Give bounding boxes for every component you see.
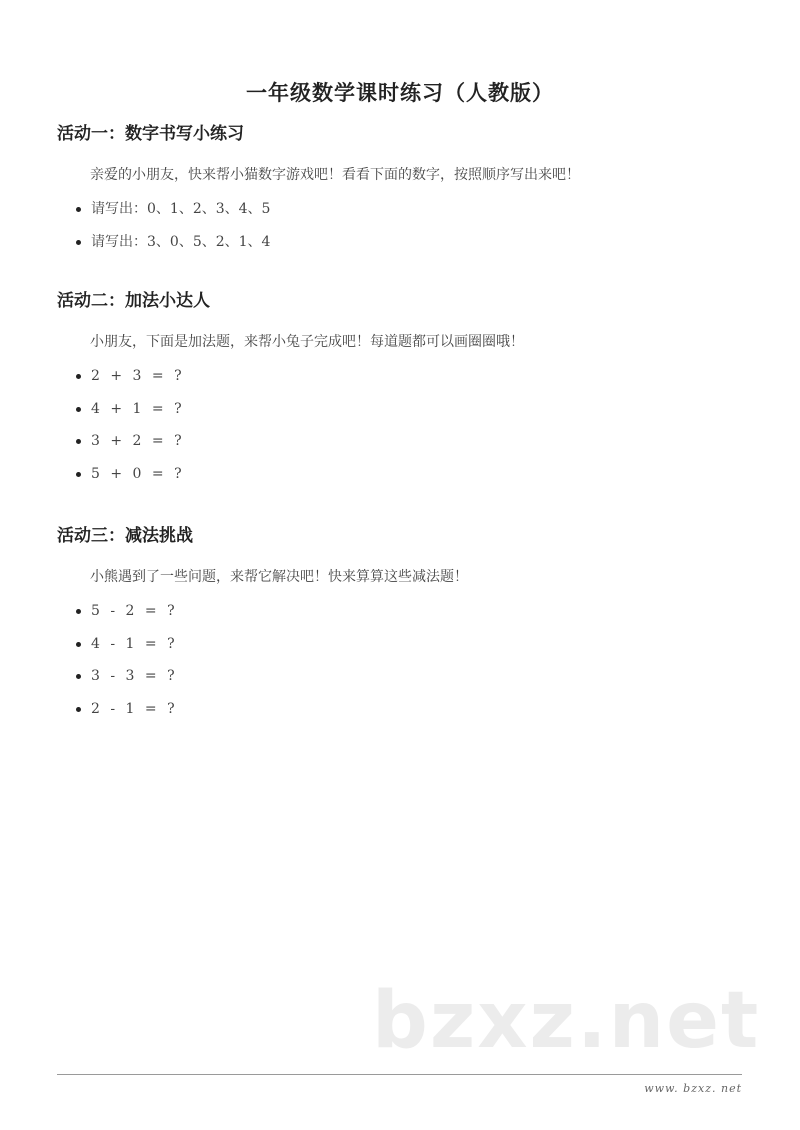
section-intro: 小朋友，下面是加法题，来帮小兔子完成吧！每道题都可以画圈圈哦！ xyxy=(90,334,524,350)
bullet-icon xyxy=(76,374,81,379)
bullet-icon xyxy=(76,472,81,477)
exercise-text: 2 + 3 = ? xyxy=(91,368,184,384)
list-item xyxy=(57,464,747,484)
footer-url: www. bzxz. net xyxy=(644,1082,742,1095)
exercise-text: 5 + 0 = ? xyxy=(91,465,184,482)
list-item xyxy=(57,666,747,686)
section-number-writing xyxy=(57,121,747,264)
exercise-list xyxy=(57,199,747,252)
list-item xyxy=(57,601,747,621)
list-item xyxy=(57,232,747,252)
exercise-text: 5 - 2 = ? xyxy=(91,603,177,619)
exercise-text: 请写出：3、0、5、2、1、4 xyxy=(91,233,271,250)
bullet-icon xyxy=(76,439,81,444)
section-intro: 亲爱的小朋友，快来帮小猫数字游戏吧！看看下面的数字，按照顺序写出来吧！ xyxy=(90,167,580,183)
exercise-list xyxy=(57,366,747,484)
exercise-text: 4 - 1 = ? xyxy=(91,635,177,652)
bullet-icon xyxy=(76,609,81,614)
list-item xyxy=(57,431,747,451)
list-item xyxy=(57,634,747,654)
list-item xyxy=(57,399,747,419)
section-intro: 小熊遇到了一些问题，来帮它解决吧！快来算算这些减法题！ xyxy=(90,569,468,585)
exercise-text: 4 + 1 = ? xyxy=(91,400,184,417)
section-subtraction xyxy=(57,523,747,731)
bullet-icon xyxy=(76,407,81,412)
section-heading: 活动三：减法挑战 xyxy=(57,526,193,546)
footer-divider xyxy=(57,1074,742,1075)
bullet-icon xyxy=(76,207,81,212)
exercise-list xyxy=(57,601,747,719)
section-heading: 活动一：数字书写小练习 xyxy=(57,124,244,144)
exercise-text: 3 - 3 = ? xyxy=(91,668,177,684)
exercise-text: 请写出：0、1、2、3、4、5 xyxy=(91,201,271,217)
bullet-icon xyxy=(76,642,81,647)
section-heading: 活动二：加法小达人 xyxy=(57,291,210,311)
bullet-icon xyxy=(76,707,81,712)
page-title: 一年级数学课时练习（人教版） xyxy=(246,81,554,106)
list-item xyxy=(57,699,747,719)
bullet-icon xyxy=(76,674,81,679)
bullet-icon xyxy=(76,240,81,245)
list-item xyxy=(57,366,747,386)
list-item xyxy=(57,199,747,219)
section-addition xyxy=(57,288,747,496)
watermark: bzxz.net xyxy=(372,976,761,1066)
exercise-text: 3 + 2 = ? xyxy=(91,433,184,449)
exercise-text: 2 - 1 = ? xyxy=(91,700,177,717)
